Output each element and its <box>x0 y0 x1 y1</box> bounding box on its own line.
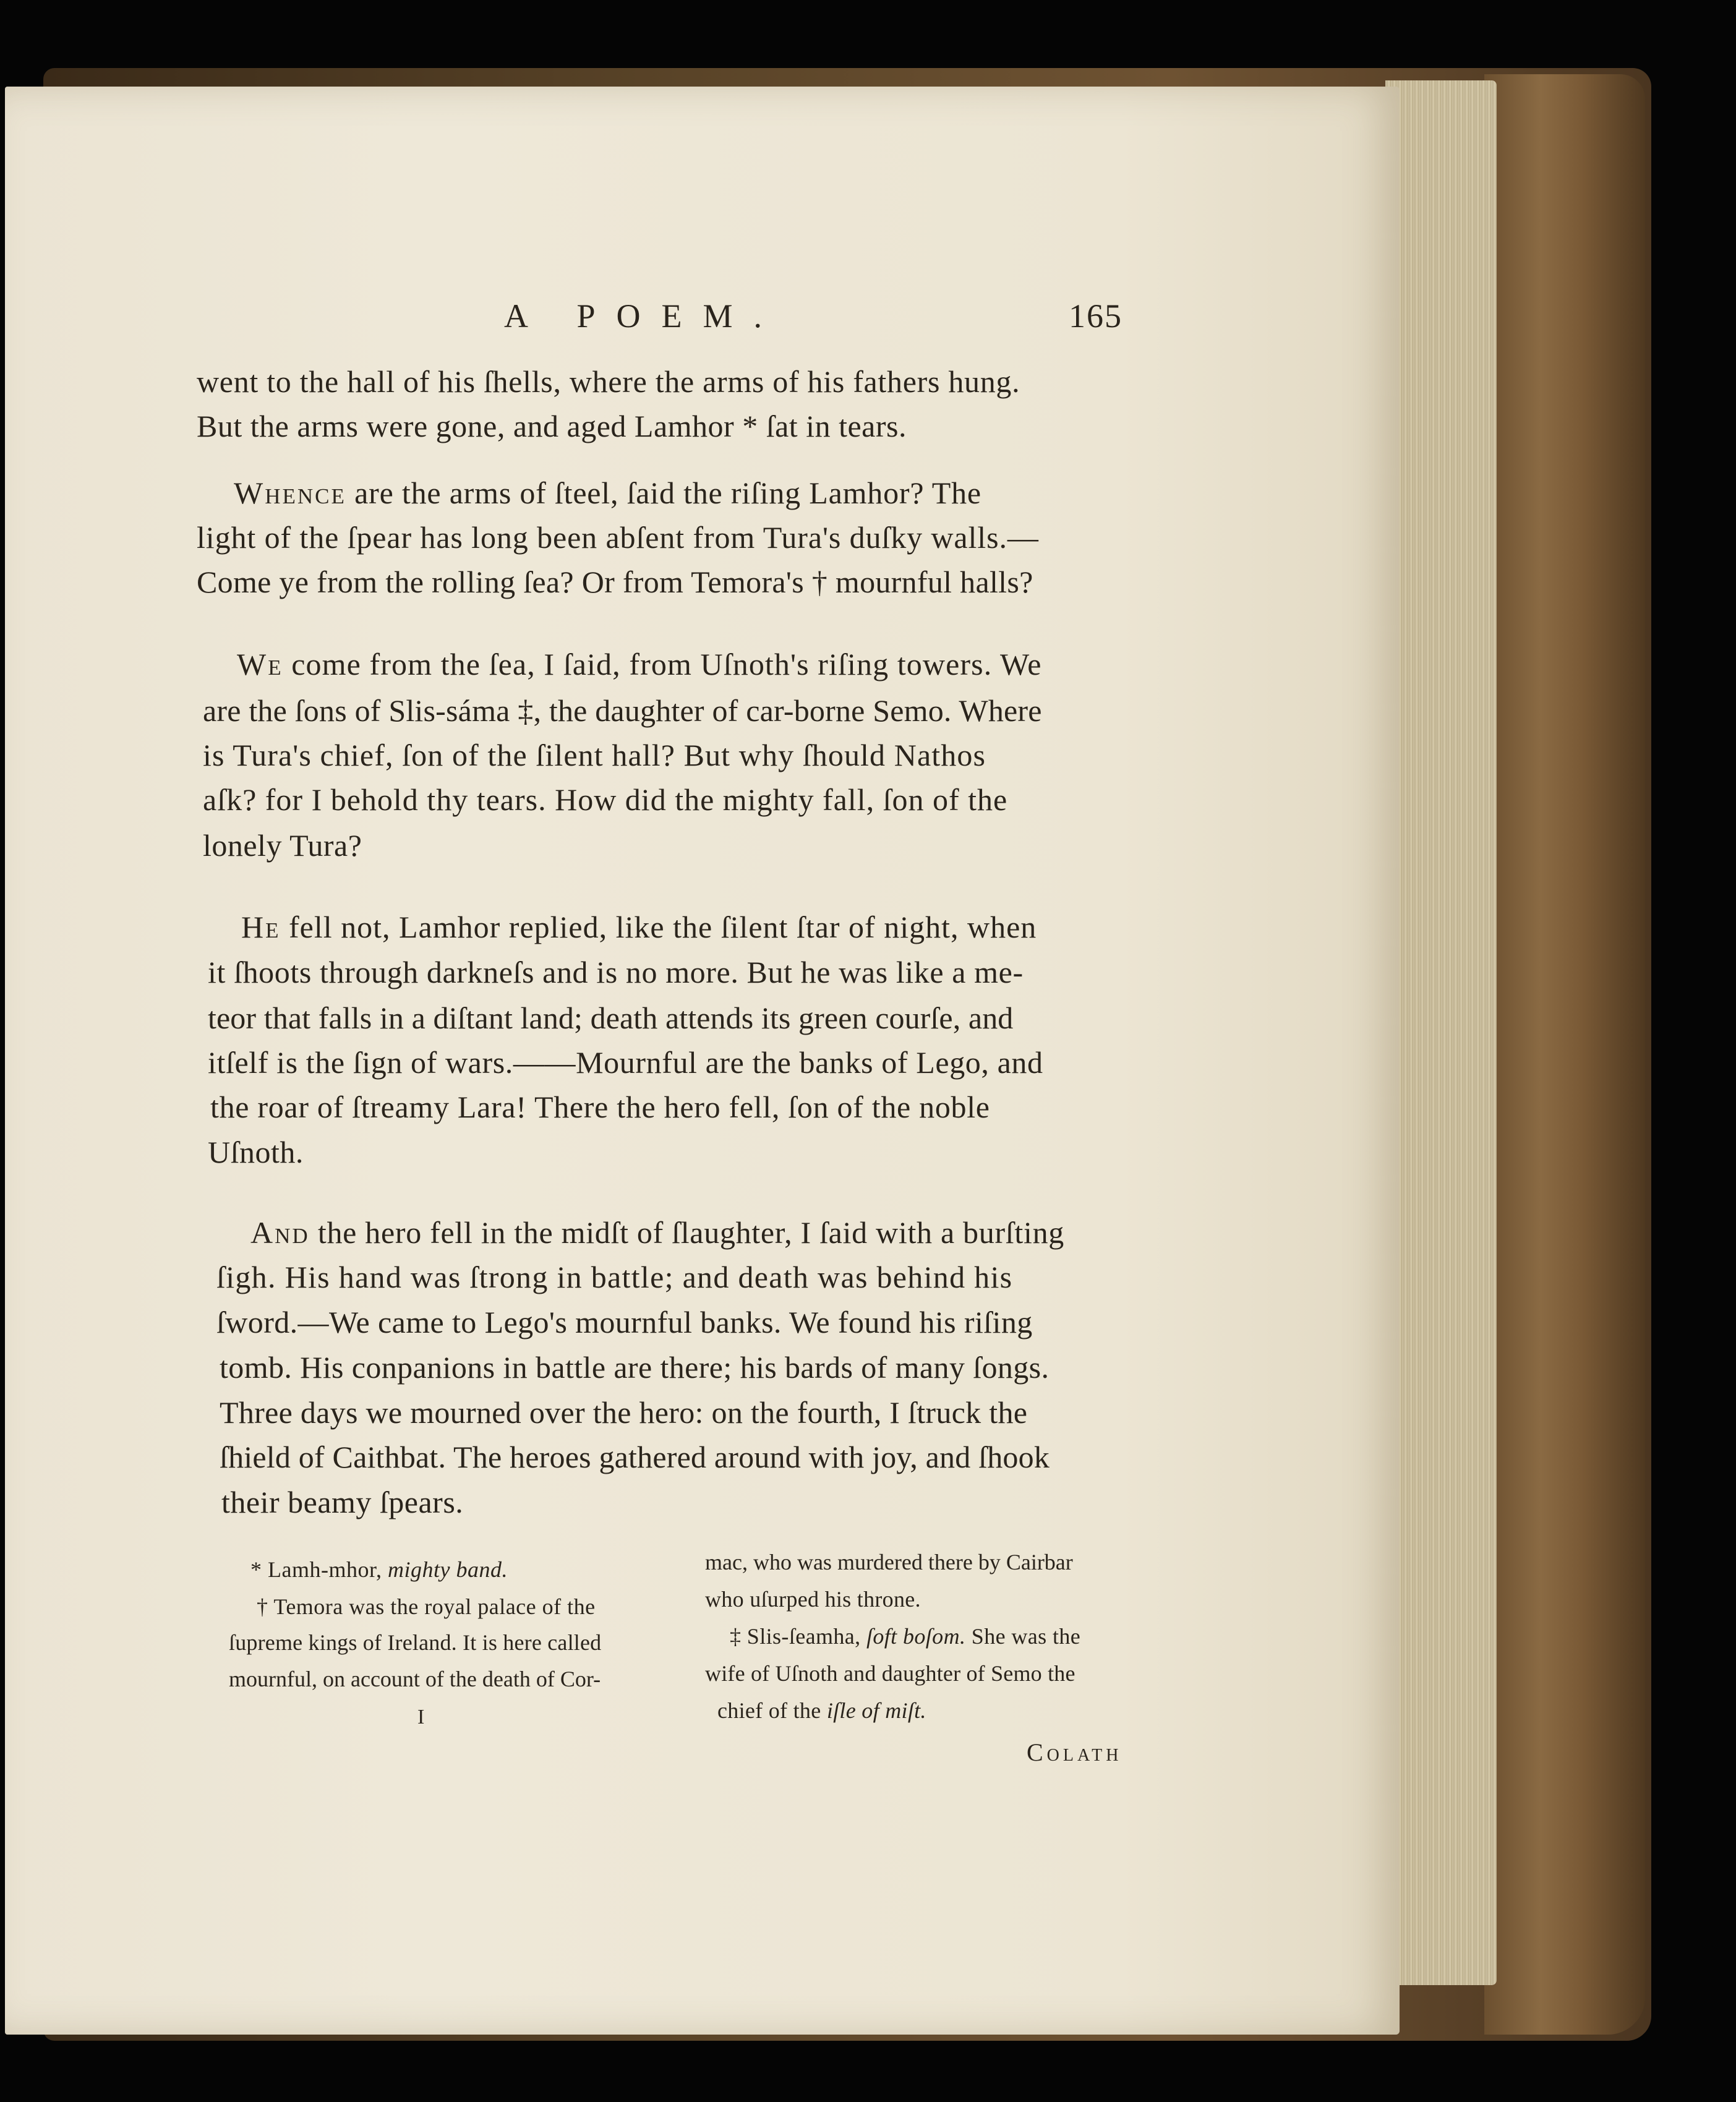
text-line: Come ye from the rolling ſea? Or from Temora's † mournful halls? <box>197 565 1033 599</box>
paragraph-start: We come from the ſea, I ſaid, from Uſnoth's riſing towers. We <box>237 647 1042 681</box>
footnote-line: chief of the iſle of miſt. <box>717 1698 926 1723</box>
footnote-line: who uſurped his throne. <box>705 1587 921 1612</box>
footnote-line: wife of Uſnoth and daughter of Semo the <box>705 1661 1075 1686</box>
text-line: teor that falls in a diſtant land; death attends its green courſe, and <box>208 1001 1014 1035</box>
text-line: light of the ſpear has long been abſent from Tura's duſky walls.— <box>197 520 1039 555</box>
text-line: ſhield of Caithbat. The heroes gathered around with joy, and ſhook <box>220 1440 1050 1474</box>
footnote-line: † Temora was the royal palace of the <box>257 1594 596 1619</box>
text-line: tomb. His conpanions in battle are there; his bards of many ſongs. <box>220 1350 1050 1385</box>
paragraph-start: And the hero fell in the midſt of ſlaughter, I ſaid with a burſting <box>250 1215 1064 1250</box>
text-line: lonely Tura? <box>203 828 362 863</box>
text-line: itſelf is the ſign of wars.——Mournful are the banks of Lego, and <box>208 1045 1043 1080</box>
text-line: their beamy ſpears. <box>221 1485 464 1519</box>
paragraph-lead-word: And <box>250 1215 310 1250</box>
text-line: ſword.—We came to Lego's mournful banks. We found his riſing <box>216 1305 1033 1339</box>
footnote-line: ‡ Slis-ſeamha, ſoft boſom. She was the <box>730 1624 1081 1649</box>
paragraph-start: He fell not, Lamhor replied, like the ſilent ſtar of night, when <box>241 910 1037 944</box>
paragraph-start: Whence are the arms of ſteel, ſaid the riſing Lamhor? The <box>234 476 981 510</box>
footnote-line: mournful, on account of the death of Cor- <box>229 1667 601 1691</box>
footnote-line: * Lamh-mhor, mighty band. <box>250 1557 508 1582</box>
paragraph-lead-word: He <box>241 910 281 944</box>
text-line: it ſhoots through darkneſs and is no more. But he was like a me- <box>208 955 1024 989</box>
paragraph-lead-word: We <box>237 647 283 681</box>
page-number: 165 <box>1069 297 1122 335</box>
running-head: A POEM. <box>504 297 784 335</box>
page-fore-edge <box>1385 80 1497 1985</box>
signature-mark: I <box>417 1706 425 1728</box>
text-line: are the ſons of Slis-sáma ‡, the daughter of car-borne Semo. Where <box>203 693 1042 728</box>
text-line: went to the hall of his ſhells, where the arms of his fathers hung. <box>197 364 1020 399</box>
paragraph-lead-word: Whence <box>234 476 346 510</box>
cover-edge <box>1484 74 1645 2035</box>
text-line: Three days we mourned over the hero: on the fourth, I ſtruck the <box>220 1395 1028 1430</box>
text-line: Uſnoth. <box>208 1135 304 1169</box>
text-line: aſk? for I behold thy tears. How did the mighty fall, ſon of the <box>203 782 1008 817</box>
footnote-line: ſupreme kings of Ireland. It is here called <box>229 1630 602 1655</box>
catchword: Colath <box>1027 1738 1122 1766</box>
text-line: is Tura's chief, ſon of the ſilent hall? But why ſhould Nathos <box>203 738 986 772</box>
text-line: the roar of ſtreamy Lara! There the hero fell, ſon of the noble <box>210 1090 990 1124</box>
text-line: But the arms were gone, and aged Lamhor * ſat in tears. <box>197 409 907 443</box>
text-line: ſigh. His hand was ſtrong in battle; and death was behind his <box>216 1260 1013 1294</box>
footnote-line: mac, who was murdered there by Cairbar <box>705 1550 1073 1574</box>
